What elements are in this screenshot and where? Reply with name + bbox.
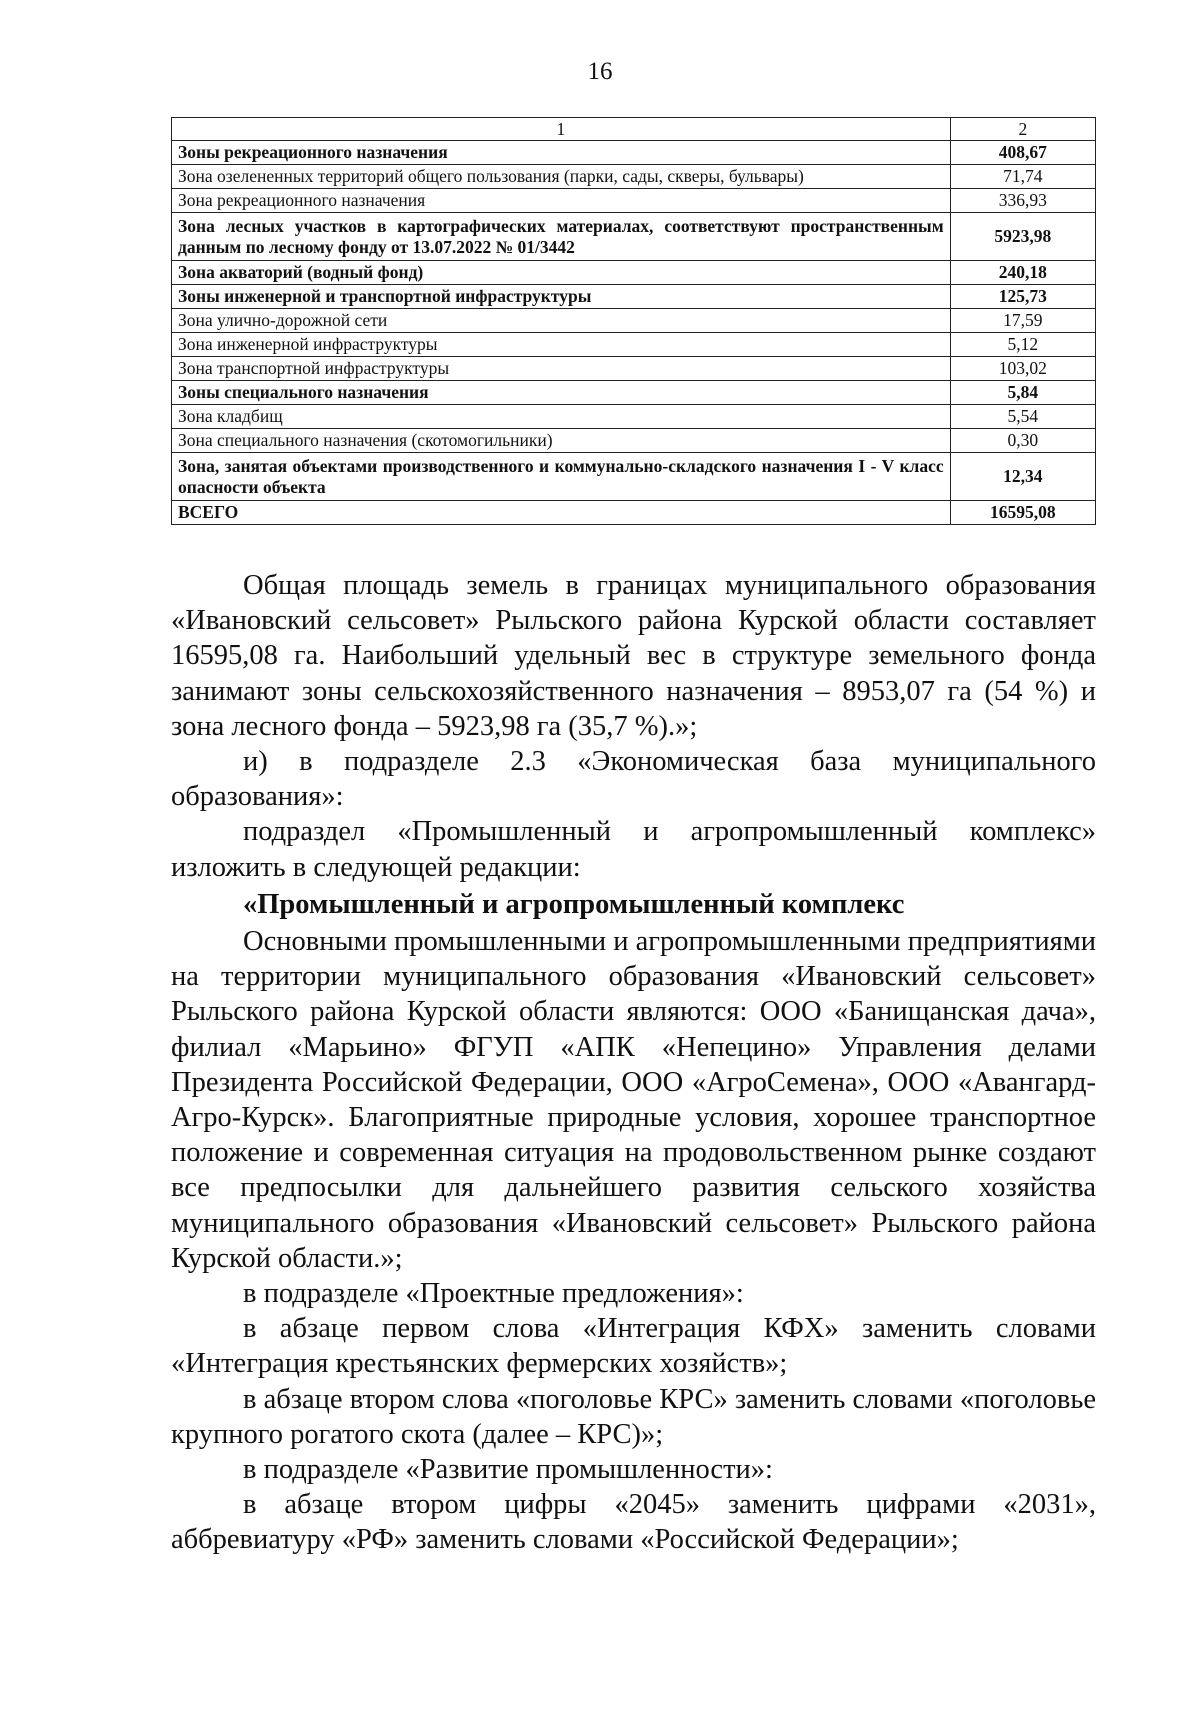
zone-name: Зона специального назначения (скотомогильники) bbox=[172, 429, 951, 453]
paragraph-subsection-industry: подраздел «Промышленный и агропромышленный комплекс» изложить в следующей редакции: bbox=[171, 816, 1096, 883]
table-row bbox=[172, 429, 1096, 453]
zone-area: 240,18 bbox=[950, 261, 1095, 285]
paragraph-amendment-3: в абзаце втором цифры «2045» заменить цифрами «2031», аббревиатуру «РФ» заменить словами «Российской Федерации»; bbox=[171, 1489, 1096, 1556]
zone-area: 5,12 bbox=[950, 333, 1095, 357]
table-header-col-2: 2 bbox=[950, 118, 1095, 141]
zone-name: Зона улично-дорожной сети bbox=[172, 309, 951, 333]
document-body bbox=[171, 568, 1096, 1558]
table-header-row bbox=[172, 118, 1096, 141]
zone-area: 125,73 bbox=[950, 285, 1095, 309]
table-header-col-1: 1 bbox=[172, 118, 951, 141]
table-row bbox=[172, 141, 1096, 165]
zone-name: Зоны рекреационного назначения bbox=[172, 141, 951, 165]
zone-area: 408,67 bbox=[950, 141, 1095, 165]
zone-area: 17,59 bbox=[950, 309, 1095, 333]
zone-area: 5923,98 bbox=[950, 213, 1095, 261]
total-area: 16595,08 bbox=[950, 501, 1095, 525]
paragraph-amendment-2: в абзаце втором слова «поголовье КРС» заменить словами «поголовье крупного рогатого скота (далее – КРС)»; bbox=[171, 1383, 1096, 1450]
zone-name: Зона кладбищ bbox=[172, 405, 951, 429]
zone-area: 5,54 bbox=[950, 405, 1095, 429]
zone-area: 5,84 bbox=[950, 381, 1095, 405]
section-heading: «Промышленный и агропромышленный комплекс bbox=[243, 888, 905, 920]
zone-area: 71,74 bbox=[950, 165, 1095, 189]
paragraph-total-area: Общая площадь земель в границах муниципального образования «Ивановский сельсовет» Рыльского района Курской области составляет 16595,08 га. Наибольший удельный вес в структуре земельного фонда занимают зоны сельскохозяйственного назначения – 8953,07 га (54 %) и зона лесного фонда – 5923,98 га (35,7 %).»; bbox=[171, 570, 1096, 742]
table-row bbox=[172, 405, 1096, 429]
zone-name: Зона рекреационного назначения bbox=[172, 189, 951, 213]
total-label: ВСЕГО bbox=[172, 501, 951, 525]
zone-name: Зона озелененных территорий общего пользования (парки, сады, скверы, бульвары) bbox=[172, 165, 951, 189]
land-zones-table bbox=[171, 117, 1096, 525]
page-number: 16 bbox=[587, 58, 613, 85]
table-row bbox=[172, 333, 1096, 357]
zone-area: 0,30 bbox=[950, 429, 1095, 453]
table-row bbox=[172, 381, 1096, 405]
table-row bbox=[172, 213, 1096, 261]
table-row bbox=[172, 189, 1096, 213]
table-row bbox=[172, 261, 1096, 285]
paragraph-subsection-2-3: и) в подразделе 2.3 «Экономическая база муниципального образования»: bbox=[171, 746, 1096, 813]
table-total-row bbox=[172, 501, 1096, 525]
table-row bbox=[172, 165, 1096, 189]
zone-area: 12,34 bbox=[950, 453, 1095, 501]
table-row bbox=[172, 357, 1096, 381]
zone-name: Зоны специального назначения bbox=[172, 381, 951, 405]
zone-name: Зона транспортной инфраструктуры bbox=[172, 357, 951, 381]
table-row bbox=[172, 309, 1096, 333]
zone-name: Зоны инженерной и транспортной инфраструктуры bbox=[172, 285, 951, 309]
paragraph-enterprises: Основными промышленными и агропромышленными предприятиями на территории муниципального образования «Ивановский сельсовет» Рыльского района Курской области являются: ООО «Банищанская дача», филиал «Марьино» ФГУП «АПК «Непецино» Управления делами Президента Российской Федерации, ООО «АгроСемена», ООО «Авангард-Агро-Курск». Благоприятные природные условия, хорошее транспортное положение и современная ситуация на продовольственном рынке создают все предпосылки для дальнейшего развития сельского хозяйства муниципального образования «Ивановский сельсовет» Рыльского района Курской области.»; bbox=[171, 926, 1097, 1274]
zone-name: Зона, занятая объектами производственного и коммунально-складского назначения I - V класс опасности объекта bbox=[172, 453, 951, 501]
table-row bbox=[172, 453, 1096, 501]
zone-name: Зона лесных участков в картографических материалах, соответствуют пространственным данным по лесному фонду от 13.07.2022 № 01/3442 bbox=[172, 213, 951, 261]
paragraph-industry-development: в подразделе «Развитие промышленности»: bbox=[243, 1454, 773, 1486]
zone-area: 103,02 bbox=[950, 357, 1095, 381]
zone-area: 336,93 bbox=[950, 189, 1095, 213]
table-row bbox=[172, 285, 1096, 309]
zone-name: Зона инженерной инфраструктуры bbox=[172, 333, 951, 357]
paragraph-project-proposals: в подразделе «Проектные предложения»: bbox=[243, 1278, 744, 1310]
zone-name: Зона акваторий (водный фонд) bbox=[172, 261, 951, 285]
paragraph-amendment-1: в абзаце первом слова «Интеграция КФХ» заменить словами «Интеграция крестьянских фермерских хозяйств»; bbox=[171, 1313, 1096, 1380]
